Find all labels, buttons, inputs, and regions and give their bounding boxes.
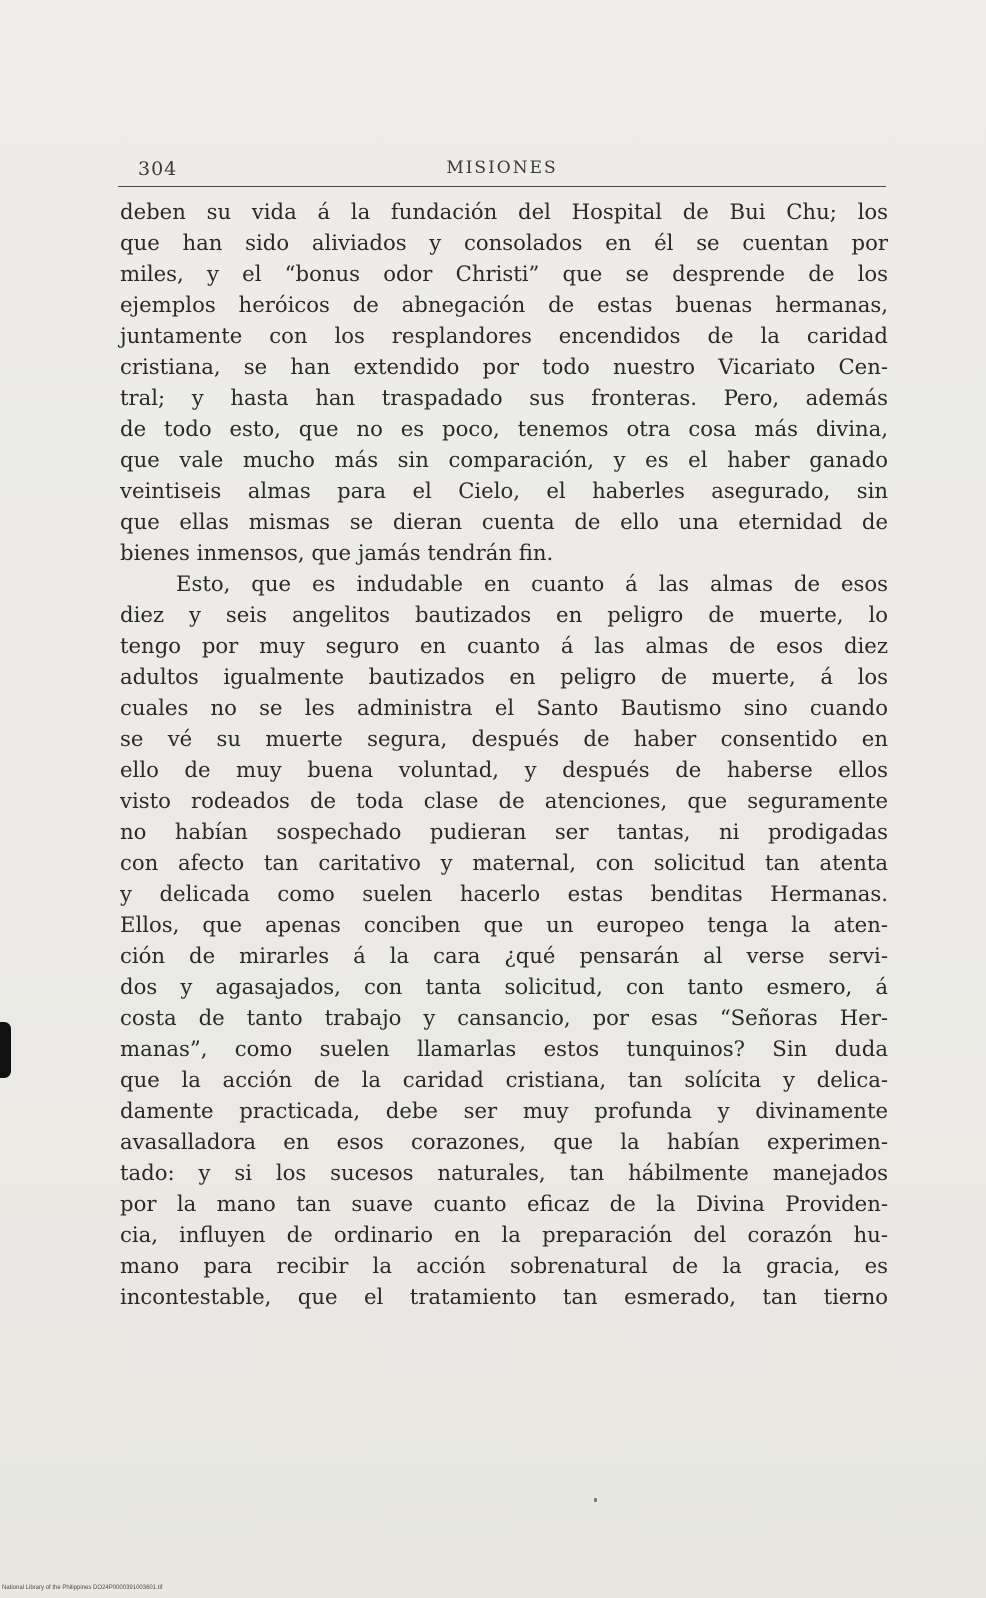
text-line: que vale mucho más sin comparación, y es el haber ganado	[120, 447, 888, 472]
text-line: diez y seis angelitos bautizados en peligro de muerte, lo	[120, 602, 888, 627]
text-line: Ellos, que apenas conciben que un europeo tenga la aten-	[120, 912, 888, 937]
body-text	[120, 196, 888, 1312]
text-line: y delicada como suelen hacerlo estas benditas Hermanas.	[120, 881, 888, 906]
scan-speck	[594, 1498, 597, 1502]
text-line: avasalladora en esos corazones, que la habían experimen-	[120, 1129, 888, 1154]
text-line: juntamente con los resplandores encendidos de la caridad	[120, 323, 888, 348]
text-line: ción de mirarles á la cara ¿qué pensarán al verse servi-	[120, 943, 888, 968]
text-line: tado: y si los sucesos naturales, tan hábilmente manejados	[120, 1160, 888, 1185]
text-line: con afecto tan caritativo y maternal, con solicitud tan atenta	[120, 850, 888, 875]
text-line: cuales no se les administra el Santo Bautismo sino cuando	[120, 695, 888, 720]
binding-mark	[0, 1022, 11, 1078]
page-number: 304	[138, 158, 178, 180]
paragraph-end-line: bienes inmensos, que jamás tendrán fin.	[120, 540, 554, 565]
text-line: que han sido aliviados y consolados en él se cuentan por	[120, 230, 888, 255]
text-line: mano para recibir la acción sobrenatural de la gracia, es	[120, 1253, 888, 1278]
text-line: cristiana, se han extendido por todo nuestro Vicariato Cen-	[120, 354, 888, 379]
text-line: dos y agasajados, con tanta solicitud, con tanto esmero, á	[120, 974, 888, 999]
text-line: costa de tanto trabajo y cansancio, por esas “Señoras Her-	[120, 1005, 888, 1030]
text-line: incontestable, que el tratamiento tan esmerado, tan tierno	[120, 1284, 888, 1309]
text-line: tengo por muy seguro en cuanto á las almas de esos diez	[120, 633, 888, 658]
text-line: deben su vida á la fundación del Hospital de Bui Chu; los	[120, 199, 888, 224]
paragraph-start-line: Esto, que es indudable en cuanto á las almas de esos	[176, 571, 888, 596]
text-line: por la mano tan suave cuanto eficaz de la Divina Providen-	[120, 1191, 888, 1216]
text-line: manas”, como suelen llamarlas estos tunquinos? Sin duda	[120, 1036, 888, 1061]
text-line: ejemplos heróicos de abnegación de estas buenas hermanas,	[120, 292, 888, 317]
text-line: se vé su muerte segura, después de haber consentido en	[120, 726, 888, 751]
text-line: visto rodeados de toda clase de atenciones, que seguramente	[120, 788, 888, 813]
text-line: adultos igualmente bautizados en peligro de muerte, á los	[120, 664, 888, 689]
text-line: damente practicada, debe ser muy profunda y divinamente	[120, 1098, 888, 1123]
text-line: no habían sospechado pudieran ser tantas, ni prodigadas	[120, 819, 888, 844]
text-line: ello de muy buena voluntad, y después de haberse ellos	[120, 757, 888, 782]
text-line: cia, influyen de ordinario en la preparación del corazón hu-	[120, 1222, 888, 1247]
text-line: que la acción de la caridad cristiana, tan solícita y delica-	[120, 1067, 888, 1092]
page-header	[118, 158, 886, 187]
text-line: veintiseis almas para el Cielo, el haberles asegurado, sin	[120, 478, 888, 503]
running-title: MISIONES	[446, 158, 558, 178]
text-line: que ellas mismas se dieran cuenta de ello una eternidad de	[120, 509, 888, 534]
text-line: de todo esto, que no es poco, tenemos otra cosa más divina,	[120, 416, 888, 441]
text-line: tral; y hasta han traspadado sus fronteras. Pero, además	[120, 385, 888, 410]
archive-credit: National Library of the Philippines DO24P0000391003601.tif	[2, 1585, 163, 1591]
text-line: miles, y el “bonus odor Christi” que se desprende de los	[120, 261, 888, 286]
